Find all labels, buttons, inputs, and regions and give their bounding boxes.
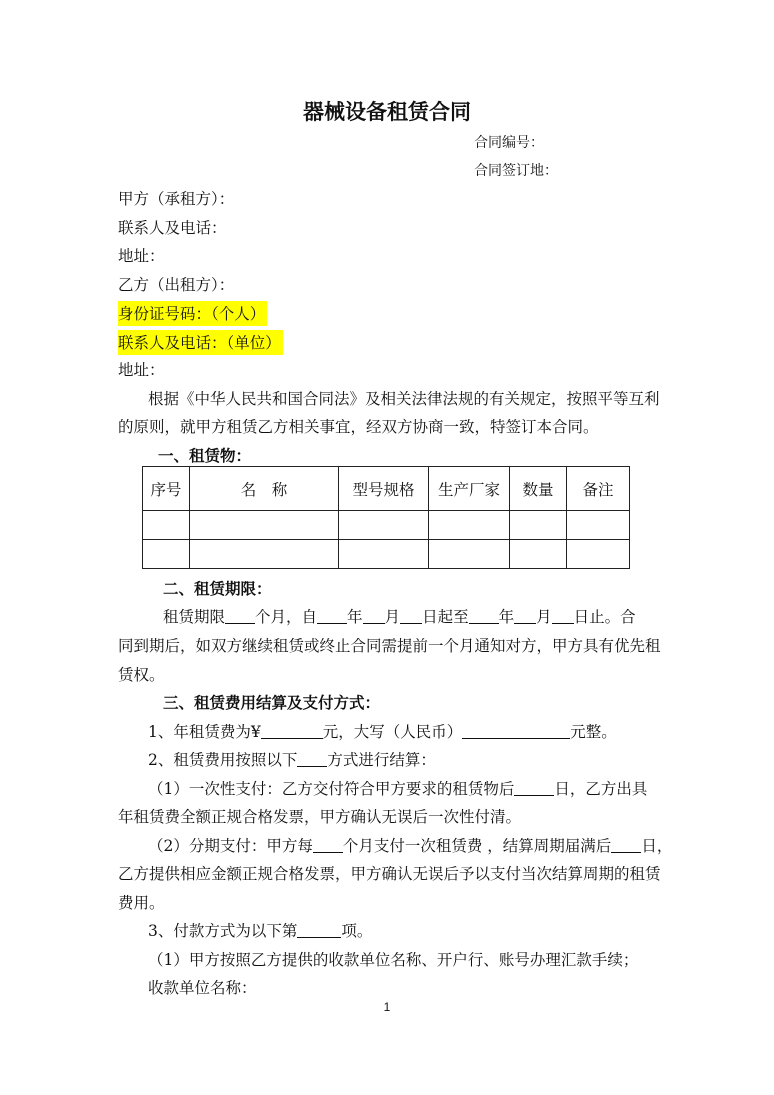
rental-items-table: [142, 466, 630, 569]
header-cell: 备注: [567, 467, 630, 511]
text-fragment: （1）一次性支付：乙方交付符合甲方要求的租赁物后: [148, 780, 515, 798]
end-month-blank[interactable]: [514, 608, 536, 625]
section-2-heading: 二、租赁期限：: [163, 579, 272, 598]
text-fragment: 1、年租赁费为¥: [148, 723, 261, 741]
table-cell[interactable]: [567, 540, 630, 569]
start-month-blank[interactable]: [363, 608, 385, 625]
page-title: 器械设备租赁合同: [303, 99, 471, 124]
text-fragment: 元，大写（人民币）: [322, 723, 463, 741]
section-3-heading: 三、租赁费用结算及支付方式：: [163, 693, 381, 712]
table-cell[interactable]: [190, 540, 339, 569]
payee-name-label: 收款单位名称：: [148, 979, 257, 997]
text-fragment: 元整。: [570, 723, 617, 741]
table-cell[interactable]: [510, 540, 567, 569]
text-fragment: 方式进行结算：: [327, 751, 436, 769]
table-cell[interactable]: [143, 511, 190, 540]
page-number: 1: [383, 1000, 391, 1014]
lease-term-line-3: 赁权。: [118, 666, 165, 684]
text-fragment: 个月，自: [255, 608, 318, 626]
end-day-blank[interactable]: [552, 608, 574, 625]
installment-days-blank[interactable]: [611, 837, 641, 854]
header-cell: 名 称: [190, 467, 339, 511]
text-fragment: 年: [347, 608, 363, 626]
text-fragment: 2、租赁费用按照以下: [148, 751, 298, 769]
text-fragment: 项。: [341, 922, 373, 940]
table-row: [143, 511, 630, 540]
header-cell: 序号: [143, 467, 190, 511]
installment-months-blank[interactable]: [313, 837, 343, 854]
party-a-contact-label: 联系人及电话：: [118, 219, 227, 237]
party-b-id-label: 身份证号码：（个人）: [118, 301, 267, 326]
header-cell: 型号规格: [339, 467, 429, 511]
lump-sum-days-blank[interactable]: [514, 780, 554, 797]
table-cell[interactable]: [339, 540, 429, 569]
contract-number-label: 合同编号：: [474, 135, 544, 151]
start-year-blank[interactable]: [317, 608, 347, 625]
lump-sum-line-2: 年租赁费全额正规合格发票，甲方确认无误后一次性付清。: [118, 808, 522, 826]
fee-words-blank[interactable]: [462, 723, 570, 740]
end-year-blank[interactable]: [469, 608, 499, 625]
text-fragment: 日，: [641, 837, 673, 855]
installment-line-3: 费用。: [118, 894, 165, 912]
text-fragment: 3、付款方式为以下第: [148, 922, 298, 940]
table-cell[interactable]: [190, 511, 339, 540]
table-cell[interactable]: [339, 511, 429, 540]
lease-term-line-1: [163, 605, 636, 627]
table-cell[interactable]: [143, 540, 190, 569]
lump-sum-line-1: [148, 777, 647, 799]
installment-line-2: 乙方提供相应金额正规合格发票，甲方确认无误后予以支付当次结算周期的租赁: [118, 865, 661, 883]
annual-fee-line: [148, 720, 617, 742]
party-b-address-label: 地址：: [118, 361, 165, 379]
table-cell[interactable]: [429, 511, 510, 540]
party-b-name-label: 乙方（出租方）：: [118, 276, 235, 294]
text-fragment: 月: [536, 608, 552, 626]
text-fragment: 个月支付一次租赁费 ，结算周期届满后: [342, 837, 612, 855]
table-cell[interactable]: [429, 540, 510, 569]
section-1-heading: 一、租赁物：: [158, 446, 252, 465]
party-a-address-label: 地址：: [118, 247, 165, 265]
text-fragment: （2）分期支付：甲方每: [148, 837, 313, 855]
start-day-blank[interactable]: [400, 608, 422, 625]
term-months-blank[interactable]: [225, 608, 255, 625]
text-fragment: 月: [384, 608, 401, 626]
table-header-row: [143, 467, 630, 511]
text-fragment: 日，乙方出具: [554, 780, 648, 798]
wire-transfer-line: （1）甲方按照乙方提供的收款单位名称、开户行、账号办理汇款手续；: [148, 951, 639, 969]
table-cell[interactable]: [510, 511, 567, 540]
party-a-name-label: 甲方（承租方）：: [118, 190, 235, 208]
party-b-contact-label: 联系人及电话：（单位）: [118, 330, 283, 355]
header-cell: 数量: [510, 467, 567, 511]
installment-line-1: [148, 834, 672, 856]
table-row: [143, 540, 630, 569]
header-cell: 生产厂家: [429, 467, 510, 511]
text-fragment: 年: [498, 608, 515, 626]
text-fragment: 日止。合: [573, 608, 636, 626]
text-fragment: 日起至: [422, 608, 469, 626]
lease-term-line-2: 同到期后，如双方继续租赁或终止合同需提前一个月通知对方，甲方具有优先租: [118, 637, 661, 655]
sign-place-label: 合同签订地：: [474, 163, 558, 179]
settlement-method-line: [148, 748, 436, 770]
payment-option-line: [148, 919, 372, 941]
fee-amount-blank[interactable]: [261, 723, 323, 740]
settlement-method-blank[interactable]: [297, 751, 327, 768]
intro-line-2: 的原则，就甲方租赁乙方相关事宜，经双方协商一致，特签订本合同。: [118, 418, 599, 436]
payment-option-blank[interactable]: [297, 922, 341, 939]
intro-line-1: 根据《中华人民共和国合同法》及相关法律法规的有关规定，按照平等互利: [148, 390, 660, 408]
table-cell[interactable]: [567, 511, 630, 540]
text-fragment: 租赁期限: [163, 608, 226, 626]
